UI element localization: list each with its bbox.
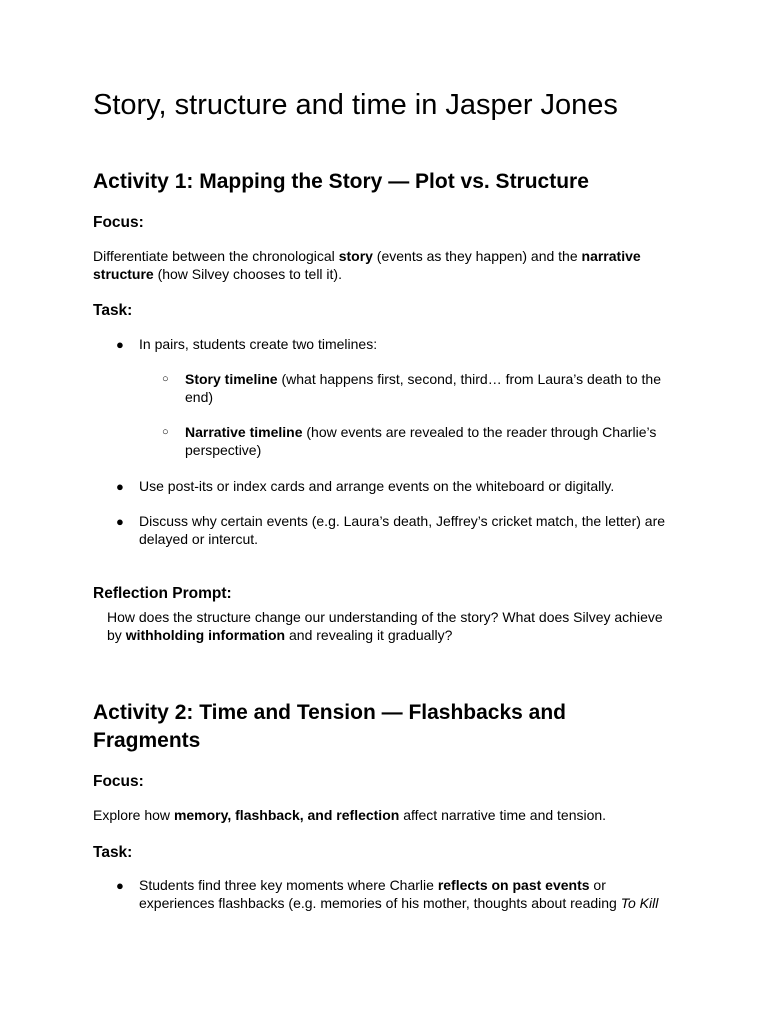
- list-item-text: Students find three key moments where Charlie reflects on past events or experiences flashbacks (e.g. memories of his mother, thoughts about reading To Kill: [139, 877, 659, 911]
- list-item-text: Discuss why certain events (e.g. Laura’s death, Jeffrey’s cricket match, the letter) are delayed or intercut.: [139, 513, 666, 547]
- activity-1-task-label: Task:: [93, 302, 133, 319]
- sub-list-item-text: Story timeline (what happens first, second, third… from Laura’s death to the end): [185, 371, 661, 405]
- document-title: Story, structure and time in Jasper Jones: [93, 89, 618, 121]
- bullet-icon: ●: [116, 479, 124, 494]
- sub-list-item-text: Narrative timeline (how events are revealed to the reader through Charlie’s perspective): [185, 424, 657, 458]
- activity-2-task-label: Task:: [93, 844, 133, 861]
- bullet-icon: ●: [116, 337, 124, 352]
- list-item-text: In pairs, students create two timelines:: [139, 336, 378, 352]
- bullet-icon: ●: [116, 878, 124, 893]
- activity-2-focus-text: Explore how memory, flashback, and reflection affect narrative time and tension.: [93, 807, 607, 823]
- activity-1-focus-label: Focus:: [93, 214, 144, 231]
- sub-bullet-icon: ○: [162, 426, 169, 438]
- list-item-text: Use post-its or index cards and arrange events on the whiteboard or digitally.: [139, 478, 615, 494]
- bullet-icon: ●: [116, 514, 124, 529]
- activity-1-reflection-label: Reflection Prompt:: [93, 585, 232, 602]
- activity-2-heading: Activity 2: Time and Tension — Flashbacks and Fragments: [93, 701, 567, 752]
- activity-1-heading: Activity 1: Mapping the Story — Plot vs. Structure: [93, 170, 589, 193]
- sub-bullet-icon: ○: [162, 373, 169, 385]
- activity-1-focus-text: Differentiate between the chronological story (events as they happen) and the narrative structure (how Silvey chooses to tell it).: [93, 248, 641, 282]
- activity-1-reflection-text: How does the structure change our understanding of the story? What does Silvey achieve by withholding information and revealing it gradually?: [107, 609, 663, 643]
- activity-2-focus-label: Focus:: [93, 773, 144, 790]
